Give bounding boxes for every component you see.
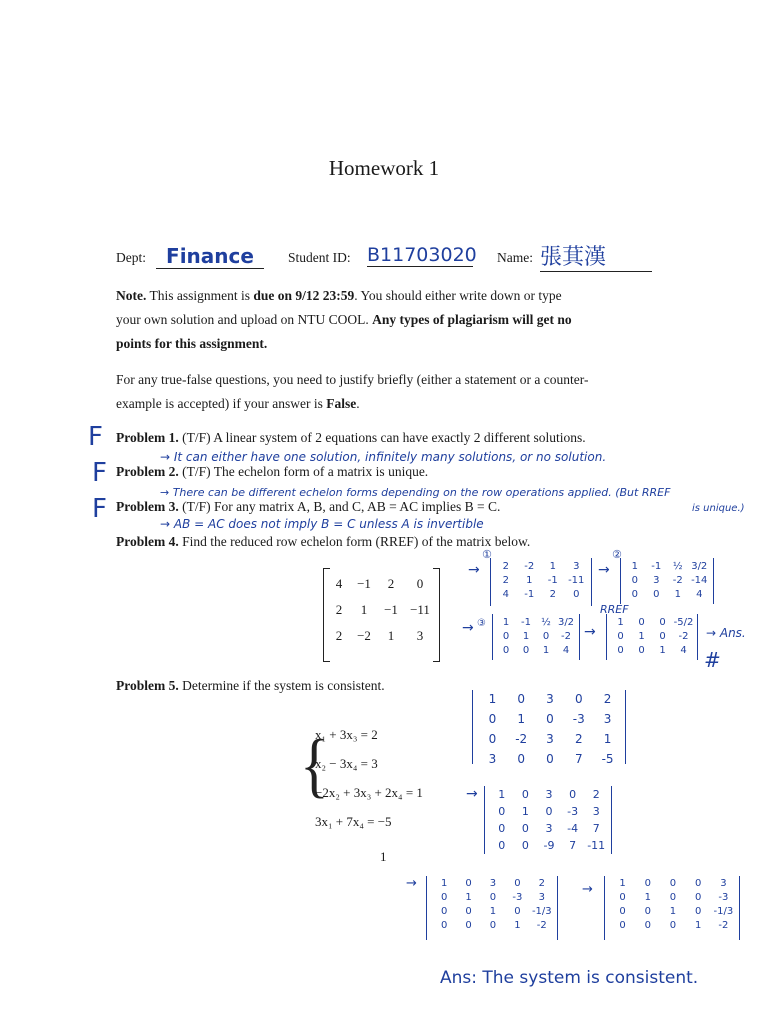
step-marker: ③ [477, 618, 486, 629]
handwritten-cell: 3 [653, 575, 660, 586]
arrow-icon: → [466, 786, 478, 802]
step-marker: ② [612, 548, 622, 561]
handwritten-cell: -1 [651, 561, 662, 572]
matrix-cell: 2 [335, 628, 343, 643]
handwritten-cell: 0 [631, 589, 638, 600]
handwritten-cell: 3 [488, 752, 497, 766]
handwritten-cell: 0 [498, 822, 506, 835]
handwritten-cell: -14 [691, 575, 708, 586]
handwritten-matrix [624, 561, 710, 600]
handwritten-cell: 7 [592, 822, 600, 835]
handwritten-answer: → There can be different echelon forms depending on the row operations applied. (But RREF [160, 486, 671, 499]
handwritten-cell: -3 [512, 892, 523, 903]
handwritten-matrix [610, 878, 736, 931]
problem-4 [116, 530, 530, 554]
page-title: Homework 1 [328, 156, 440, 180]
handwritten-cell: 4 [562, 645, 570, 656]
handwritten-cell: 1 [514, 920, 521, 931]
handwritten-cell: -3 [572, 712, 585, 726]
handwritten-cell: 0 [488, 712, 497, 726]
due-date: due on 9/12 23:59 [253, 288, 355, 303]
matrix-cell: −2 [357, 628, 371, 643]
handwritten-cell: 0 [569, 788, 577, 801]
arrow-icon: → [406, 876, 417, 891]
dept-value: Finance [156, 244, 264, 269]
handwritten-cell: 3 [545, 788, 553, 801]
handwritten-cell: 1 [631, 561, 638, 572]
handwritten-cell: 1 [549, 561, 556, 572]
handwritten-cell: 0 [653, 589, 660, 600]
arrow-icon: → [582, 882, 593, 897]
handwritten-cell: 3 [592, 805, 600, 818]
handwritten-cell: 2 [502, 575, 509, 586]
handwritten-matrix [496, 617, 576, 656]
handwritten-cell: -5 [601, 752, 614, 766]
problem-label: Problem 1. [116, 430, 179, 445]
handwritten-matrix [432, 878, 554, 931]
handwritten-cell: -1 [524, 589, 535, 600]
hash-mark: # [704, 648, 721, 672]
handwritten-cell: 1 [542, 645, 550, 656]
handwritten-cell: -2 [515, 732, 528, 746]
handwritten-cell: 2 [538, 878, 545, 889]
handwritten-cell: -2 [524, 561, 535, 572]
equation-system [315, 720, 423, 836]
handwritten-cell: 0 [644, 906, 651, 917]
handwritten-cell: 0 [638, 617, 645, 628]
student-id-value: B11703020 [367, 244, 477, 266]
handwritten-cell: 7 [569, 839, 577, 852]
handwritten-cell: 0 [638, 645, 645, 656]
matrix-cell: 1 [387, 628, 395, 643]
handwritten-cell: 3 [546, 732, 554, 746]
handwritten-cell: 2 [549, 589, 556, 600]
handwritten-cell: 1 [441, 878, 448, 889]
handwritten-cell: 2 [502, 561, 509, 572]
handwritten-cell: 0 [546, 752, 554, 766]
equation: x₁ + 3x₃ = 2 [315, 727, 378, 742]
handwritten-cell: 0 [659, 631, 666, 642]
problem-text: (T/F) The echelon form of a matrix is unique. [182, 464, 429, 479]
handwritten-cell: 0 [669, 920, 677, 931]
problem-5 [116, 674, 385, 698]
page-number: 1 [380, 849, 387, 864]
handwritten-cell: 0 [619, 906, 626, 917]
handwritten-cell: 1 [695, 920, 702, 931]
handwritten-cell: -3 [718, 892, 729, 903]
handwritten-cell: 0 [574, 692, 583, 706]
matrix-cell: −11 [410, 602, 430, 617]
handwritten-cell: 0 [514, 878, 521, 889]
handwritten-cell: 0 [617, 645, 624, 656]
handwritten-cell: 3 [489, 878, 497, 889]
handwritten-answer: → AB = AC does not imply B = C unless A is invertible [160, 517, 484, 531]
handwritten-cell: 0 [441, 906, 448, 917]
handwritten-cell: 0 [498, 839, 506, 852]
dept-label: Dept: [116, 250, 146, 265]
grade-mark: F [88, 422, 103, 452]
plagiarism-warning: points for this assignment. [116, 336, 268, 351]
tf-text: example is accepted) if your answer is [116, 396, 323, 411]
handwritten-cell: 0 [489, 920, 497, 931]
handwritten-cell: -5/2 [673, 617, 694, 628]
problem-label: Problem 3. [116, 499, 179, 514]
handwritten-cell: 1 [644, 892, 651, 903]
matrix-cell: 2 [335, 602, 343, 617]
answer-label: → Ans. [706, 626, 746, 640]
handwritten-cell: 0 [644, 920, 651, 931]
handwritten-cell: 0 [669, 878, 677, 889]
handwritten-cell: 0 [441, 920, 448, 931]
handwritten-cell: 0 [465, 920, 472, 931]
problem-1 [116, 426, 586, 450]
handwritten-cell: 2 [592, 788, 600, 801]
handwritten-cell: 3 [720, 878, 727, 889]
matrix-cell: 2 [387, 576, 395, 591]
handwritten-answer: is unique.) [692, 503, 745, 514]
problem-text: (T/F) For any matrix A, B, and C, AB = AC implies B = C. [182, 499, 501, 514]
note-text: . You should either write down or type [354, 288, 562, 303]
handwritten-cell: 1 [659, 645, 666, 656]
handwritten-cell: 3 [573, 561, 580, 572]
step-marker: ① [482, 548, 492, 561]
handwritten-cell: -3 [567, 805, 579, 818]
handwritten-cell: 0 [521, 839, 529, 852]
matrix-cell: −1 [357, 576, 371, 591]
problem-4-matrix [328, 576, 436, 644]
handwritten-answer: → It can either have one solution, infinitely many solutions, or no solution. [160, 450, 607, 464]
handwritten-cell: 1 [638, 631, 645, 642]
handwritten-cell: 1 [465, 892, 472, 903]
handwritten-cell: ½ [672, 561, 683, 572]
problem-text: Find the reduced row echelon form (RREF) of the matrix below. [182, 534, 531, 549]
handwritten-matrix [494, 561, 588, 600]
handwritten-cell: -2 [678, 631, 689, 642]
handwritten-cell: 0 [498, 805, 506, 818]
handwritten-cell: -1 [547, 575, 558, 586]
handwritten-cell: -2 [672, 575, 683, 586]
handwritten-cell: 0 [521, 788, 529, 801]
note-label: Note. [116, 288, 147, 303]
handwritten-cell: 0 [659, 617, 666, 628]
name-value: 張萁漢 [540, 240, 652, 272]
handwritten-cell: 1 [619, 878, 626, 889]
grade-mark: F [92, 458, 107, 488]
handwritten-cell: 0 [695, 906, 702, 917]
handwritten-cell: 0 [619, 920, 626, 931]
handwritten-cell: -1/3 [531, 906, 552, 917]
handwritten-cell: 3 [545, 822, 553, 835]
problem-label: Problem 4. [116, 534, 179, 549]
handwritten-cell: 2 [574, 732, 583, 746]
handwritten-cell: 3 [603, 712, 612, 726]
arrow-icon: → [598, 562, 610, 578]
problem-text: Determine if the system is consistent. [182, 678, 385, 693]
grade-mark: F [92, 494, 107, 524]
matrix-cell: 3 [416, 628, 424, 643]
matrix-cell: 0 [416, 576, 424, 591]
handwritten-cell: 0 [619, 892, 626, 903]
handwritten-cell: -2 [718, 920, 729, 931]
handwritten-cell: 0 [465, 878, 472, 889]
handwritten-cell: 1 [489, 906, 497, 917]
handwritten-rref-matrix [610, 617, 694, 656]
handwritten-cell: 1 [517, 712, 526, 726]
handwritten-cell: 0 [617, 631, 624, 642]
equation: 3x₁ + 7x₄ = −5 [315, 814, 392, 829]
arrow-icon: → [462, 620, 474, 636]
matrix-cell: 1 [360, 602, 368, 617]
handwritten-cell: 4 [696, 589, 703, 600]
handwritten-cell: 1 [498, 788, 506, 801]
problem-3 [116, 495, 500, 519]
handwritten-cell: 0 [545, 805, 553, 818]
handwritten-cell: 0 [465, 906, 472, 917]
handwritten-matrix [478, 692, 622, 766]
handwritten-cell: 7 [574, 752, 583, 766]
handwritten-cell: 0 [502, 631, 510, 642]
problem-label: Problem 5. [116, 678, 179, 693]
handwritten-cell: 3 [538, 892, 545, 903]
handwritten-cell: 1 [617, 617, 624, 628]
tf-false: False [326, 396, 357, 411]
handwritten-cell: 0 [669, 892, 677, 903]
handwritten-cell: -11 [568, 575, 585, 586]
final-answer: Ans: The system is consistent. [440, 968, 699, 988]
handwritten-cell: 1 [521, 805, 529, 818]
name-label: Name: [497, 250, 533, 265]
handwritten-cell: 1 [526, 575, 533, 586]
handwritten-cell: -1 [521, 617, 531, 628]
equation: x₂ − 3x₄ = 3 [315, 756, 378, 771]
handwritten-cell: 0 [542, 631, 550, 642]
problem-text: (T/F) A linear system of 2 equations can have exactly 2 different solutions. [182, 430, 586, 445]
handwritten-cell: 0 [644, 878, 651, 889]
handwritten-cell: 0 [441, 892, 448, 903]
handwritten-cell: 0 [488, 732, 497, 746]
handwritten-cell: 0 [502, 645, 510, 656]
handwritten-cell: -9 [543, 839, 555, 852]
brace-icon: { [300, 725, 329, 805]
handwritten-cell: 0 [631, 575, 638, 586]
arrow-icon: → [468, 562, 480, 578]
rref-label: RREF [600, 603, 629, 616]
handwritten-cell: -1/3 [713, 906, 734, 917]
handwritten-cell: 2 [603, 692, 612, 706]
handwritten-cell: -11 [587, 839, 606, 852]
handwritten-cell: 4 [502, 589, 509, 600]
handwritten-cell: 1 [522, 631, 530, 642]
handwritten-cell: 0 [546, 712, 554, 726]
handwritten-cell: 1 [669, 906, 677, 917]
handwritten-cell: 1 [674, 589, 681, 600]
handwritten-cell: -2 [561, 631, 571, 642]
handwritten-cell: 1 [603, 732, 612, 746]
handwritten-cell: 4 [680, 645, 687, 656]
handwritten-cell: -2 [536, 920, 547, 931]
handwritten-cell: 3 [546, 692, 554, 706]
student-id-label: Student ID: [288, 250, 351, 265]
handwritten-cell: ½ [541, 617, 551, 628]
problem-2 [116, 460, 428, 484]
handwritten-cell: -4 [567, 822, 579, 835]
handwritten-cell: 3/2 [691, 561, 708, 572]
tf-text: For any true-false questions, you need to justify briefly (either a statement or a counter- [116, 372, 589, 387]
handwritten-cell: 1 [502, 617, 510, 628]
plagiarism-warning: Any types of plagiarism will get no [372, 312, 572, 327]
handwritten-cell: 1 [488, 692, 497, 706]
handwritten-cell: 0 [489, 892, 497, 903]
note-text: your own solution and upload on NTU COOL. [116, 312, 369, 327]
matrix-cell: 4 [335, 576, 343, 591]
handwritten-cell: 0 [695, 878, 702, 889]
handwritten-cell: 0 [517, 692, 526, 706]
handwritten-cell: 0 [573, 589, 580, 600]
handwritten-cell: 0 [695, 892, 702, 903]
tf-text: . [356, 396, 360, 411]
handwritten-cell: 0 [517, 752, 526, 766]
handwritten-matrix [490, 788, 608, 852]
handwritten-cell: 0 [522, 645, 530, 656]
note-text: This assignment is [149, 288, 251, 303]
equation: −2x₂ + 3x₃ + 2x₄ = 1 [315, 785, 423, 800]
handwritten-cell: 0 [514, 906, 521, 917]
handwritten-cell: 0 [521, 822, 529, 835]
arrow-icon: → [584, 624, 596, 640]
handwritten-cell: 3/2 [557, 617, 575, 628]
matrix-cell: −1 [384, 602, 398, 617]
problem-label: Problem 2. [116, 464, 179, 479]
note-paragraph [116, 284, 656, 356]
tf-instructions [116, 368, 661, 416]
